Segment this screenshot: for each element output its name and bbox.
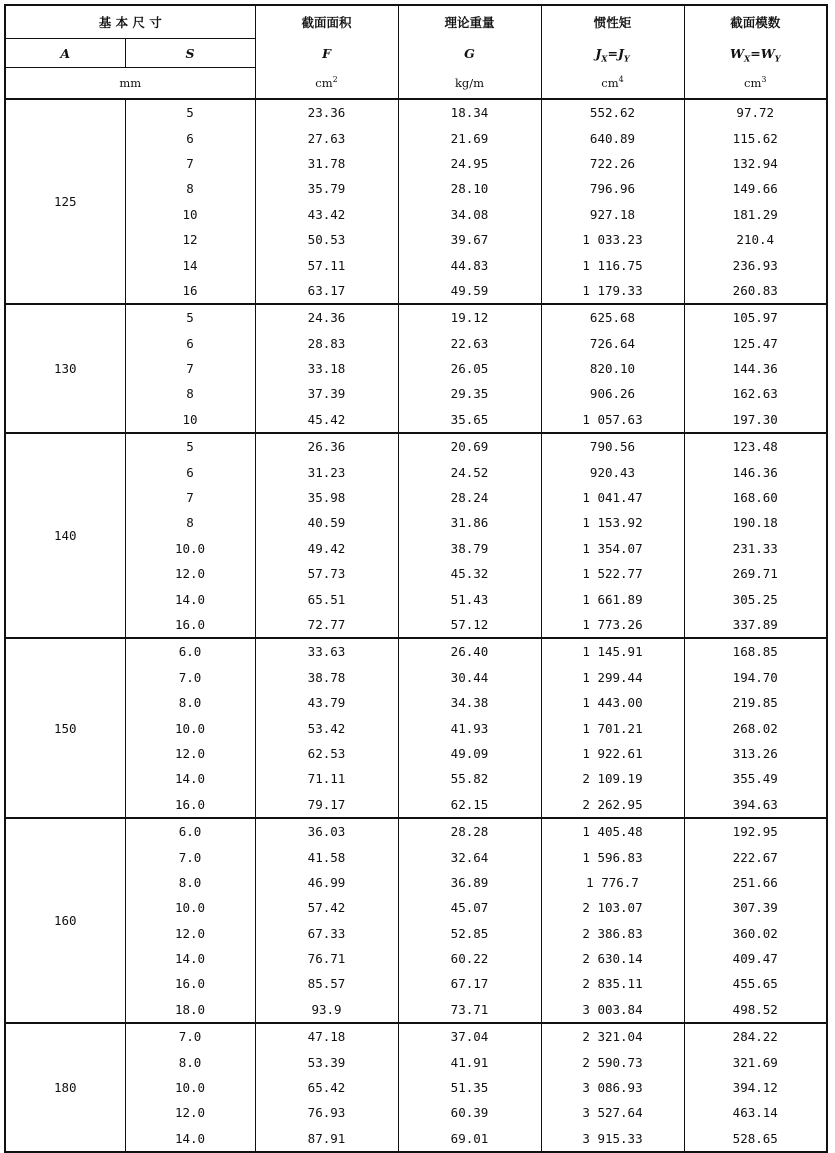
f-cell: 33.18: [255, 356, 398, 381]
j-cell: 1 522.77: [541, 561, 684, 586]
w-cell: 284.22: [684, 1023, 827, 1049]
g-cell: 30.44: [398, 665, 541, 690]
g-cell: 62.15: [398, 792, 541, 818]
j-cell: 3 915.33: [541, 1126, 684, 1152]
f-cell: 50.53: [255, 227, 398, 252]
table-row: [5, 1100, 827, 1125]
s-cell: 18.0: [125, 997, 255, 1023]
j-cell: 920.43: [541, 459, 684, 484]
f-cell: 87.91: [255, 1126, 398, 1152]
g-cell: 24.52: [398, 459, 541, 484]
g-cell: 67.17: [398, 971, 541, 996]
w-cell: 260.83: [684, 278, 827, 304]
header-symbol-j: [541, 39, 684, 68]
f-cell: 37.39: [255, 381, 398, 406]
table-row: [5, 612, 827, 638]
j-cell: 1 145.91: [541, 638, 684, 664]
f-cell: 65.51: [255, 586, 398, 611]
f-cell: 27.63: [255, 125, 398, 150]
g-cell: 52.85: [398, 921, 541, 946]
table-row: [5, 586, 827, 611]
f-cell: 38.78: [255, 665, 398, 690]
s-cell: 7: [125, 151, 255, 176]
table-row: [5, 690, 827, 715]
f-cell: 76.71: [255, 946, 398, 971]
table-row: [5, 252, 827, 277]
unit-cm2-base: cm: [315, 75, 333, 90]
table-row: [5, 99, 827, 125]
j-cell: 726.64: [541, 331, 684, 356]
s-cell: 10: [125, 407, 255, 433]
s-cell: 6: [125, 459, 255, 484]
w-cell: 144.36: [684, 356, 827, 381]
j-cell: 1 033.23: [541, 227, 684, 252]
table-row: [5, 151, 827, 176]
table-row: [5, 176, 827, 201]
s-cell: 8.0: [125, 1049, 255, 1074]
table-row: [5, 202, 827, 227]
s-cell: 10: [125, 202, 255, 227]
table-row: [5, 818, 827, 844]
g-cell: 21.69: [398, 125, 541, 150]
header-symbol-w: [684, 39, 827, 68]
j-cell: 3 086.93: [541, 1075, 684, 1100]
j-cell: 796.96: [541, 176, 684, 201]
g-cell: 34.38: [398, 690, 541, 715]
table-row: [5, 227, 827, 252]
g-cell: 26.05: [398, 356, 541, 381]
unit-cm3-sup: 3: [761, 74, 767, 84]
header-symbol-a: A: [5, 39, 125, 68]
symbol-w-y-sub: Y: [774, 53, 781, 63]
j-cell: 1 153.92: [541, 510, 684, 535]
g-cell: 44.83: [398, 252, 541, 277]
header-moment-inertia: 惯性矩: [541, 5, 684, 39]
g-cell: 60.39: [398, 1100, 541, 1125]
table-row: [5, 638, 827, 664]
w-cell: 123.48: [684, 433, 827, 459]
g-cell: 20.69: [398, 433, 541, 459]
j-cell: 1 057.63: [541, 407, 684, 433]
g-cell: 45.32: [398, 561, 541, 586]
w-cell: 269.71: [684, 561, 827, 586]
header-symbol-g: G: [398, 39, 541, 68]
w-cell: 455.65: [684, 971, 827, 996]
s-cell: 5: [125, 99, 255, 125]
s-cell: 16.0: [125, 971, 255, 996]
g-cell: 45.07: [398, 895, 541, 920]
s-cell: 7: [125, 356, 255, 381]
j-cell: 1 773.26: [541, 612, 684, 638]
j-cell: 1 661.89: [541, 586, 684, 611]
g-cell: 34.08: [398, 202, 541, 227]
table-row: [5, 870, 827, 895]
g-cell: 28.24: [398, 485, 541, 510]
w-cell: 146.36: [684, 459, 827, 484]
j-cell: 1 041.47: [541, 485, 684, 510]
j-cell: 3 527.64: [541, 1100, 684, 1125]
w-cell: 210.4: [684, 227, 827, 252]
j-cell: 2 103.07: [541, 895, 684, 920]
s-cell: 8.0: [125, 690, 255, 715]
f-cell: 40.59: [255, 510, 398, 535]
s-cell: 10.0: [125, 715, 255, 740]
f-cell: 26.36: [255, 433, 398, 459]
j-cell: 2 109.19: [541, 766, 684, 791]
table-row: [5, 536, 827, 561]
s-cell: 6: [125, 125, 255, 150]
g-cell: 60.22: [398, 946, 541, 971]
w-cell: 394.63: [684, 792, 827, 818]
s-cell: 5: [125, 304, 255, 330]
table-row: [5, 510, 827, 535]
header-unit-cm2: [255, 68, 398, 100]
a-cell: 150: [5, 638, 125, 818]
f-cell: 62.53: [255, 741, 398, 766]
f-cell: 31.78: [255, 151, 398, 176]
table-body: [5, 99, 827, 1152]
s-cell: 12.0: [125, 741, 255, 766]
s-cell: 6: [125, 331, 255, 356]
f-cell: 28.83: [255, 331, 398, 356]
j-cell: 790.56: [541, 433, 684, 459]
j-cell: 1 701.21: [541, 715, 684, 740]
w-cell: 231.33: [684, 536, 827, 561]
table-row: [5, 1023, 827, 1049]
header-unit-kgm: kg/m: [398, 68, 541, 100]
g-cell: 41.93: [398, 715, 541, 740]
j-cell: 820.10: [541, 356, 684, 381]
header-section-modulus: 截面模数: [684, 5, 827, 39]
f-cell: 72.77: [255, 612, 398, 638]
w-cell: 313.26: [684, 741, 827, 766]
w-cell: 360.02: [684, 921, 827, 946]
table-row: [5, 792, 827, 818]
w-cell: 355.49: [684, 766, 827, 791]
unit-cm4-sup: 4: [618, 74, 624, 84]
g-cell: 35.65: [398, 407, 541, 433]
g-cell: 38.79: [398, 536, 541, 561]
table-row: [5, 381, 827, 406]
table-header: [5, 5, 827, 99]
g-cell: 49.09: [398, 741, 541, 766]
table-row: [5, 946, 827, 971]
a-cell: 180: [5, 1023, 125, 1152]
symbol-j-eq: =: [607, 45, 618, 61]
table-row: [5, 1049, 827, 1074]
f-cell: 33.63: [255, 638, 398, 664]
g-cell: 73.71: [398, 997, 541, 1023]
f-cell: 31.23: [255, 459, 398, 484]
g-cell: 24.95: [398, 151, 541, 176]
steel-spec-table: [4, 4, 828, 1153]
g-cell: 57.12: [398, 612, 541, 638]
f-cell: 35.79: [255, 176, 398, 201]
s-cell: 12.0: [125, 1100, 255, 1125]
g-cell: 26.40: [398, 638, 541, 664]
j-cell: 1 116.75: [541, 252, 684, 277]
table-row: [5, 844, 827, 869]
f-cell: 57.42: [255, 895, 398, 920]
unit-cm4-base: cm: [601, 75, 619, 90]
s-cell: 7.0: [125, 665, 255, 690]
j-cell: 722.26: [541, 151, 684, 176]
w-cell: 132.94: [684, 151, 827, 176]
j-cell: 625.68: [541, 304, 684, 330]
f-cell: 49.42: [255, 536, 398, 561]
s-cell: 12.0: [125, 561, 255, 586]
f-cell: 43.79: [255, 690, 398, 715]
s-cell: 12: [125, 227, 255, 252]
table-row: [5, 766, 827, 791]
w-cell: 190.18: [684, 510, 827, 535]
s-cell: 8: [125, 381, 255, 406]
symbol-j-y-sub: Y: [623, 53, 630, 63]
g-cell: 19.12: [398, 304, 541, 330]
a-cell: 130: [5, 304, 125, 433]
j-cell: 1 299.44: [541, 665, 684, 690]
j-cell: 1 443.00: [541, 690, 684, 715]
symbol-j-x-sub: X: [601, 53, 608, 63]
g-cell: 28.10: [398, 176, 541, 201]
s-cell: 10.0: [125, 895, 255, 920]
g-cell: 22.63: [398, 331, 541, 356]
w-cell: 97.72: [684, 99, 827, 125]
w-cell: 125.47: [684, 331, 827, 356]
f-cell: 57.11: [255, 252, 398, 277]
j-cell: 2 630.14: [541, 946, 684, 971]
f-cell: 53.39: [255, 1049, 398, 1074]
s-cell: 7.0: [125, 1023, 255, 1049]
table-row: [5, 561, 827, 586]
g-cell: 69.01: [398, 1126, 541, 1152]
table-row: [5, 971, 827, 996]
f-cell: 79.17: [255, 792, 398, 818]
f-cell: 76.93: [255, 1100, 398, 1125]
j-cell: 2 590.73: [541, 1049, 684, 1074]
w-cell: 307.39: [684, 895, 827, 920]
w-cell: 528.65: [684, 1126, 827, 1152]
j-cell: 3 003.84: [541, 997, 684, 1023]
w-cell: 181.29: [684, 202, 827, 227]
g-cell: 29.35: [398, 381, 541, 406]
s-cell: 10.0: [125, 1075, 255, 1100]
s-cell: 7.0: [125, 844, 255, 869]
table-row: [5, 1126, 827, 1152]
f-cell: 45.42: [255, 407, 398, 433]
s-cell: 8: [125, 510, 255, 535]
f-cell: 67.33: [255, 921, 398, 946]
j-cell: 2 321.04: [541, 1023, 684, 1049]
s-cell: 10.0: [125, 536, 255, 561]
f-cell: 57.73: [255, 561, 398, 586]
w-cell: 251.66: [684, 870, 827, 895]
f-cell: 63.17: [255, 278, 398, 304]
s-cell: 8: [125, 176, 255, 201]
s-cell: 6.0: [125, 638, 255, 664]
j-cell: 2 835.11: [541, 971, 684, 996]
g-cell: 32.64: [398, 844, 541, 869]
w-cell: 162.63: [684, 381, 827, 406]
g-cell: 37.04: [398, 1023, 541, 1049]
table-row: [5, 895, 827, 920]
j-cell: 1 354.07: [541, 536, 684, 561]
g-cell: 28.28: [398, 818, 541, 844]
w-cell: 463.14: [684, 1100, 827, 1125]
w-cell: 194.70: [684, 665, 827, 690]
g-cell: 51.35: [398, 1075, 541, 1100]
w-cell: 192.95: [684, 818, 827, 844]
j-cell: 1 776.7: [541, 870, 684, 895]
w-cell: 197.30: [684, 407, 827, 433]
j-cell: 2 386.83: [541, 921, 684, 946]
s-cell: 12.0: [125, 921, 255, 946]
j-cell: 640.89: [541, 125, 684, 150]
j-cell: 1 922.61: [541, 741, 684, 766]
header-unit-cm3: [684, 68, 827, 100]
table-row: [5, 997, 827, 1023]
table-row: [5, 356, 827, 381]
table-row: [5, 304, 827, 330]
j-cell: 906.26: [541, 381, 684, 406]
s-cell: 7: [125, 485, 255, 510]
header-unit-cm4: [541, 68, 684, 100]
f-cell: 65.42: [255, 1075, 398, 1100]
s-cell: 14.0: [125, 946, 255, 971]
w-cell: 305.25: [684, 586, 827, 611]
unit-cm2-sup: 2: [332, 74, 338, 84]
s-cell: 14.0: [125, 586, 255, 611]
g-cell: 49.59: [398, 278, 541, 304]
w-cell: 236.93: [684, 252, 827, 277]
g-cell: 39.67: [398, 227, 541, 252]
s-cell: 14.0: [125, 1126, 255, 1152]
symbol-w-eq: =: [750, 45, 761, 61]
w-cell: 409.47: [684, 946, 827, 971]
table-row: [5, 407, 827, 433]
table-row: [5, 665, 827, 690]
symbol-j-x: J: [595, 45, 602, 61]
a-cell: 125: [5, 99, 125, 304]
table-row: [5, 1075, 827, 1100]
s-cell: 8.0: [125, 870, 255, 895]
g-cell: 51.43: [398, 586, 541, 611]
f-cell: 23.36: [255, 99, 398, 125]
s-cell: 14.0: [125, 766, 255, 791]
g-cell: 36.89: [398, 870, 541, 895]
s-cell: 14: [125, 252, 255, 277]
table-row: [5, 125, 827, 150]
w-cell: 394.12: [684, 1075, 827, 1100]
table-row: [5, 715, 827, 740]
table-row: [5, 485, 827, 510]
w-cell: 268.02: [684, 715, 827, 740]
f-cell: 41.58: [255, 844, 398, 869]
w-cell: 222.67: [684, 844, 827, 869]
header-unit-mm: mm: [5, 68, 255, 100]
f-cell: 36.03: [255, 818, 398, 844]
header-theoretical-weight: 理论重量: [398, 5, 541, 39]
f-cell: 71.11: [255, 766, 398, 791]
w-cell: 321.69: [684, 1049, 827, 1074]
symbol-w-x: W: [729, 45, 745, 61]
j-cell: 1 405.48: [541, 818, 684, 844]
f-cell: 53.42: [255, 715, 398, 740]
j-cell: 1 179.33: [541, 278, 684, 304]
header-symbol-s: S: [125, 39, 255, 68]
f-cell: 43.42: [255, 202, 398, 227]
table-row: [5, 433, 827, 459]
w-cell: 168.85: [684, 638, 827, 664]
s-cell: 16.0: [125, 792, 255, 818]
table-row: [5, 459, 827, 484]
table-row: [5, 278, 827, 304]
symbol-j-y: J: [617, 45, 624, 61]
g-cell: 31.86: [398, 510, 541, 535]
w-cell: 115.62: [684, 125, 827, 150]
header-section-area: 截面面积: [255, 5, 398, 39]
f-cell: 35.98: [255, 485, 398, 510]
w-cell: 498.52: [684, 997, 827, 1023]
f-cell: 46.99: [255, 870, 398, 895]
f-cell: 47.18: [255, 1023, 398, 1049]
w-cell: 105.97: [684, 304, 827, 330]
s-cell: 5: [125, 433, 255, 459]
symbol-w-y: W: [760, 45, 775, 61]
f-cell: 93.9: [255, 997, 398, 1023]
j-cell: 552.62: [541, 99, 684, 125]
g-cell: 55.82: [398, 766, 541, 791]
j-cell: 927.18: [541, 202, 684, 227]
table-row: [5, 921, 827, 946]
f-cell: 85.57: [255, 971, 398, 996]
s-cell: 16.0: [125, 612, 255, 638]
table-row: [5, 741, 827, 766]
header-symbol-f: F: [255, 39, 398, 68]
w-cell: 149.66: [684, 176, 827, 201]
header-basic-size: 基 本 尺 寸: [5, 5, 255, 39]
a-cell: 160: [5, 818, 125, 1023]
unit-cm3-base: cm: [744, 75, 762, 90]
w-cell: 337.89: [684, 612, 827, 638]
w-cell: 219.85: [684, 690, 827, 715]
s-cell: 6.0: [125, 818, 255, 844]
symbol-w-x-sub: X: [744, 53, 751, 63]
j-cell: 1 596.83: [541, 844, 684, 869]
table-row: [5, 331, 827, 356]
j-cell: 2 262.95: [541, 792, 684, 818]
g-cell: 41.91: [398, 1049, 541, 1074]
g-cell: 18.34: [398, 99, 541, 125]
f-cell: 24.36: [255, 304, 398, 330]
s-cell: 16: [125, 278, 255, 304]
w-cell: 168.60: [684, 485, 827, 510]
spec-table-page: [4, 4, 826, 1153]
a-cell: 140: [5, 433, 125, 638]
